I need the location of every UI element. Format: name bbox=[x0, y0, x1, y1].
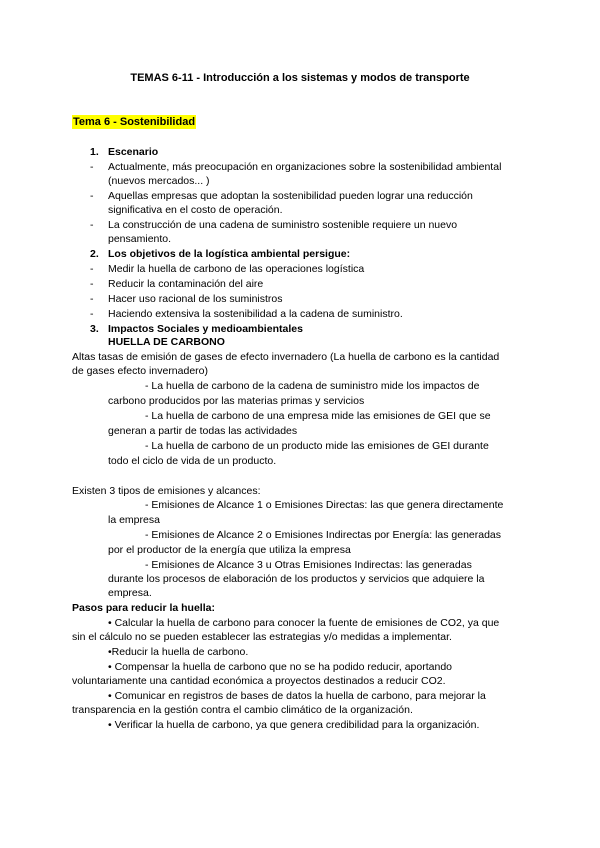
paragraph-line: - La huella de carbono de un producto mide las emisiones de GEI durante bbox=[145, 440, 489, 452]
topic-heading: Tema 6 - Sostenibilidad bbox=[73, 116, 196, 128]
section-3-number: 3. bbox=[90, 323, 99, 335]
list-item: Hacer uso racional de los suministros bbox=[108, 293, 283, 305]
paragraph-line: sin el cálculo no se pueden establecer las estrategias y/o medidas a implementar. bbox=[72, 631, 452, 643]
dash-bullet: - bbox=[90, 161, 94, 173]
paragraph-line: - Emisiones de Alcance 1 o Emisiones Directas: las que genera directamente bbox=[145, 499, 504, 511]
paragraph-line: • Comunicar en registros de bases de datos la huella de carbono, para mejorar la bbox=[108, 690, 486, 702]
pasos-heading: Pasos para reducir la huella: bbox=[72, 602, 215, 614]
paragraph-line: - Emisiones de Alcance 2 o Emisiones Indirectas por Energía: las generadas bbox=[145, 529, 502, 541]
paragraph-line: empresa. bbox=[108, 587, 152, 599]
paragraph-line: durante los procesos de elaboración de los productos y servicios que adquiere la bbox=[108, 573, 485, 585]
paragraph-line: • Calcular la huella de carbono para conocer la fuente de emisiones de CO2, ya que bbox=[108, 617, 500, 629]
section-2-heading: Los objetivos de la logística ambiental persigue: bbox=[108, 248, 351, 260]
page-title: TEMAS 6-11 - Introducción a los sistemas y modos de transporte bbox=[130, 72, 470, 84]
paragraph-line: carbono producidos por las materias primas y servicios bbox=[108, 395, 365, 407]
dash-bullet: - bbox=[90, 278, 94, 290]
paragraph-line: Existen 3 tipos de emisiones y alcances: bbox=[72, 485, 261, 497]
paragraph-line: voluntariamente una cantidad económica a proyectos destinados a reducir CO2. bbox=[72, 675, 446, 687]
paragraph-line: - La huella de carbono de una empresa mide las emisiones de GEI que se bbox=[145, 410, 491, 422]
dash-bullet: - bbox=[90, 293, 94, 305]
section-3-subheading: HUELLA DE CARBONO bbox=[108, 336, 225, 348]
paragraph-line: la empresa bbox=[108, 514, 160, 526]
paragraph-line: Altas tasas de emisión de gases de efecto invernadero (La huella de carbono es la cantidad bbox=[72, 351, 500, 363]
list-item-line: significativa en el costo de operación. bbox=[108, 204, 283, 216]
list-item-line: La construcción de una cadena de suministro sostenible requiere un nuevo bbox=[108, 219, 458, 231]
section-1-heading: Escenario bbox=[108, 146, 159, 158]
paragraph-line: por el productor de la energía que utiliza la empresa bbox=[108, 544, 351, 556]
paragraph-line: transparencia en la gestión contra el cambio climático de la organización. bbox=[72, 704, 413, 716]
dash-bullet: - bbox=[90, 190, 94, 202]
paragraph-line: • Verificar la huella de carbono, ya que genera credibilidad para la organización. bbox=[108, 719, 480, 731]
list-item-line: pensamiento. bbox=[108, 233, 172, 245]
dash-bullet: - bbox=[90, 263, 94, 275]
list-item-line: Actualmente, más preocupación en organizaciones sobre la sostenibilidad ambiental bbox=[108, 161, 502, 173]
list-item: Medir la huella de carbono de las operaciones logística bbox=[108, 263, 365, 275]
list-item-line: (nuevos mercados... ) bbox=[108, 175, 210, 187]
paragraph-line: • Compensar la huella de carbono que no se ha podido reducir, aportando bbox=[108, 661, 452, 673]
section-3-heading: Impactos Sociales y medioambientales bbox=[108, 323, 303, 335]
dash-bullet: - bbox=[90, 308, 94, 320]
paragraph-line: generan a partir de todas las actividades bbox=[108, 425, 298, 437]
section-2-number: 2. bbox=[90, 248, 99, 260]
paragraph-line: - Emisiones de Alcance 3 u Otras Emisiones Indirectas: las generadas bbox=[145, 559, 472, 571]
list-item-line: Aquellas empresas que adoptan la sostenibilidad pueden lograr una reducción bbox=[108, 190, 473, 202]
list-item: Haciendo extensiva la sostenibilidad a la cadena de suministro. bbox=[108, 308, 403, 320]
paragraph-line: - La huella de carbono de la cadena de suministro mide los impactos de bbox=[145, 380, 480, 392]
paragraph-line: de gases efecto invernadero) bbox=[72, 365, 209, 377]
list-item: Reducir la contaminación del aire bbox=[108, 278, 264, 290]
section-1-number: 1. bbox=[90, 146, 99, 158]
dash-bullet: - bbox=[90, 219, 94, 231]
paragraph-line: todo el ciclo de vida de un producto. bbox=[108, 455, 277, 467]
paragraph-line: •Reducir la huella de carbono. bbox=[108, 646, 249, 658]
